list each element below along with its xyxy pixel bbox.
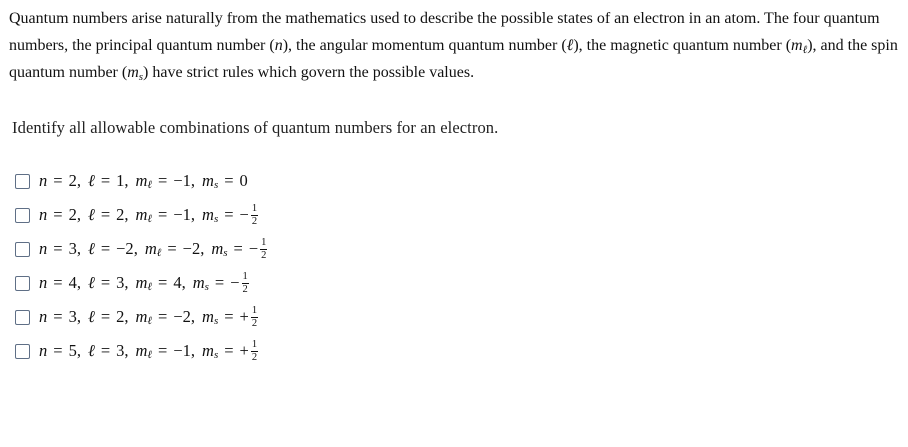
- comma: ,: [133, 239, 138, 258]
- symbol-ms-sub: s: [213, 349, 219, 361]
- comma: ,: [76, 273, 81, 292]
- symbol-ms: m: [192, 273, 205, 292]
- checkbox[interactable]: [15, 242, 30, 257]
- l-value: 2: [116, 307, 125, 326]
- symbol-ms-sub: s: [138, 71, 144, 83]
- symbol-ms-sub: s: [223, 247, 228, 259]
- ms-denominator: 2: [251, 351, 258, 363]
- equals-sign: =: [158, 205, 168, 224]
- ms-numerator: 1: [251, 202, 258, 214]
- intro-text-3: ), the magnetic quantum number (: [573, 36, 792, 54]
- symbol-ms-sub: s: [213, 315, 219, 327]
- equals-sign: =: [100, 307, 111, 326]
- symbol-n: n: [39, 307, 48, 326]
- equals-sign: =: [224, 341, 234, 360]
- equals-sign: =: [158, 341, 168, 360]
- ms-sign: +: [239, 341, 249, 360]
- n-value: 2: [68, 171, 77, 190]
- comma: ,: [124, 273, 129, 292]
- equals-sign: =: [53, 171, 63, 190]
- symbol-l: ℓ: [87, 239, 95, 258]
- ms-fraction: [251, 340, 258, 363]
- ms-numerator: 1: [251, 304, 258, 316]
- symbol-ms-sub: s: [213, 213, 219, 225]
- quantum-combination: [39, 204, 258, 227]
- equals-sign: =: [158, 273, 168, 292]
- symbol-ml-sub: ℓ: [147, 281, 153, 293]
- symbol-n: n: [39, 205, 48, 224]
- equals-sign: =: [224, 307, 234, 326]
- equals-sign: =: [53, 205, 63, 224]
- ms-numerator: 1: [242, 270, 248, 282]
- ml-value: −2: [182, 239, 201, 258]
- n-value: 3: [68, 307, 77, 326]
- equals-sign: =: [224, 205, 234, 224]
- symbol-l: ℓ: [87, 205, 95, 224]
- comma: ,: [76, 171, 81, 190]
- ms-denominator: 2: [251, 215, 258, 227]
- equals-sign: =: [100, 341, 111, 360]
- answer-option-4[interactable]: [15, 266, 267, 300]
- intro-text-1: Quantum numbers arise naturally from the mathematics used to describe the possible states of an electron in an atom. The four quantum numbers, the principal quantum number (: [9, 10, 880, 54]
- comma: ,: [124, 171, 129, 190]
- equals-sign: =: [100, 205, 111, 224]
- n-value: 2: [68, 205, 77, 224]
- symbol-ms: m: [202, 307, 214, 326]
- ms-numerator: 1: [261, 236, 267, 248]
- symbol-n: n: [39, 171, 48, 190]
- symbol-ms: m: [211, 239, 224, 258]
- equals-sign: =: [167, 239, 177, 258]
- comma: ,: [190, 341, 196, 360]
- symbol-n: n: [274, 36, 283, 54]
- symbol-ml-sub: ℓ: [147, 349, 153, 361]
- checkbox[interactable]: [15, 310, 30, 325]
- ms-sign: −: [239, 205, 249, 224]
- equals-sign: =: [158, 307, 168, 326]
- ms-fraction: [242, 272, 249, 295]
- comma: ,: [190, 307, 196, 326]
- answer-option-1[interactable]: [15, 164, 267, 198]
- symbol-ml-sub: ℓ: [802, 43, 808, 56]
- equals-sign: =: [158, 171, 168, 190]
- answer-option-5[interactable]: [15, 300, 267, 334]
- ml-value: −1: [173, 341, 191, 360]
- comma: ,: [76, 307, 81, 326]
- ms-value: 0: [239, 171, 248, 190]
- symbol-ms: m: [202, 341, 214, 360]
- symbol-n: n: [39, 341, 48, 360]
- symbol-ml-sub: ℓ: [147, 179, 153, 191]
- equals-sign: =: [53, 239, 63, 258]
- n-value: 4: [68, 273, 77, 292]
- checkbox[interactable]: [15, 276, 30, 291]
- intro-text-2: ), the angular momentum quantum number (: [282, 36, 567, 54]
- l-value: 1: [116, 171, 125, 190]
- symbol-ms-sub: s: [213, 179, 219, 191]
- equals-sign: =: [53, 307, 63, 326]
- symbol-ml: m: [135, 273, 148, 292]
- symbol-l: ℓ: [87, 341, 95, 360]
- symbol-ms: m: [202, 171, 214, 190]
- comma: ,: [124, 205, 129, 224]
- ms-fraction: [260, 238, 267, 261]
- ms-numerator: 1: [251, 338, 258, 350]
- intro-text-5: ) have strict rules which govern the possible values.: [143, 64, 475, 81]
- equals-sign: =: [224, 171, 234, 190]
- symbol-ml-sub: ℓ: [147, 213, 153, 225]
- l-value: −2: [116, 239, 134, 258]
- l-value: 3: [116, 273, 125, 292]
- ms-fraction: [251, 306, 258, 329]
- comma: ,: [76, 205, 81, 224]
- equals-sign: =: [53, 273, 63, 292]
- ml-value: −1: [173, 205, 191, 224]
- comma: ,: [190, 205, 196, 224]
- ms-denominator: 2: [242, 283, 248, 295]
- quantum-combination: [39, 306, 258, 329]
- symbol-ms: m: [127, 64, 139, 81]
- ml-value: −2: [173, 307, 191, 326]
- intro-text-4: ), and the spin quantum number (: [9, 36, 898, 81]
- answer-option-2[interactable]: [15, 198, 267, 232]
- symbol-ml-sub: ℓ: [147, 315, 153, 327]
- symbol-n: n: [39, 273, 48, 292]
- l-value: 3: [116, 341, 125, 360]
- equals-sign: =: [214, 273, 225, 292]
- answer-option-6[interactable]: [15, 334, 267, 368]
- symbol-l: ℓ: [566, 36, 574, 54]
- ml-value: 4: [173, 273, 182, 292]
- quantum-combination: [39, 340, 258, 363]
- equals-sign: =: [233, 239, 243, 258]
- comma: ,: [76, 239, 81, 258]
- symbol-ms: m: [202, 205, 214, 224]
- ms-fraction: [251, 204, 258, 227]
- checkbox[interactable]: [15, 174, 30, 189]
- ms-denominator: 2: [251, 317, 258, 329]
- ms-denominator: 2: [261, 249, 267, 261]
- quantum-combination: [39, 272, 249, 295]
- symbol-ml: m: [135, 205, 148, 224]
- question-prompt: Identify all allowable combinations of quantum numbers for an electron.: [12, 118, 499, 137]
- checkbox[interactable]: [15, 208, 30, 223]
- answer-option-3[interactable]: [15, 232, 267, 266]
- l-value: 2: [116, 205, 125, 224]
- comma: ,: [181, 273, 186, 292]
- symbol-ml: m: [135, 171, 148, 190]
- comma: ,: [190, 171, 196, 190]
- answer-options-list: [15, 164, 267, 368]
- n-value: 5: [68, 341, 77, 360]
- symbol-ml: m: [791, 36, 803, 54]
- symbol-ml-sub: ℓ: [156, 247, 162, 259]
- equals-sign: =: [100, 273, 111, 292]
- symbol-n: n: [39, 239, 48, 258]
- symbol-ml: m: [144, 239, 157, 258]
- comma: ,: [200, 239, 205, 258]
- symbol-l: ℓ: [87, 171, 95, 190]
- comma: ,: [124, 341, 129, 360]
- ms-sign: +: [239, 307, 249, 326]
- quantum-combination: [39, 238, 267, 261]
- comma: ,: [124, 307, 129, 326]
- intro-paragraph: [9, 6, 899, 88]
- checkbox[interactable]: [15, 344, 30, 359]
- ms-sign: −: [248, 239, 259, 258]
- symbol-ml: m: [135, 307, 148, 326]
- equals-sign: =: [53, 341, 63, 360]
- symbol-l: ℓ: [87, 307, 95, 326]
- symbol-ml: m: [135, 341, 148, 360]
- equals-sign: =: [100, 239, 111, 258]
- equals-sign: =: [100, 171, 111, 190]
- symbol-ms-sub: s: [204, 281, 209, 293]
- comma: ,: [76, 341, 81, 360]
- n-value: 3: [68, 239, 77, 258]
- ml-value: −1: [173, 171, 191, 190]
- quantum-combination: [39, 171, 248, 191]
- symbol-l: ℓ: [87, 273, 95, 292]
- ms-sign: −: [230, 273, 240, 292]
